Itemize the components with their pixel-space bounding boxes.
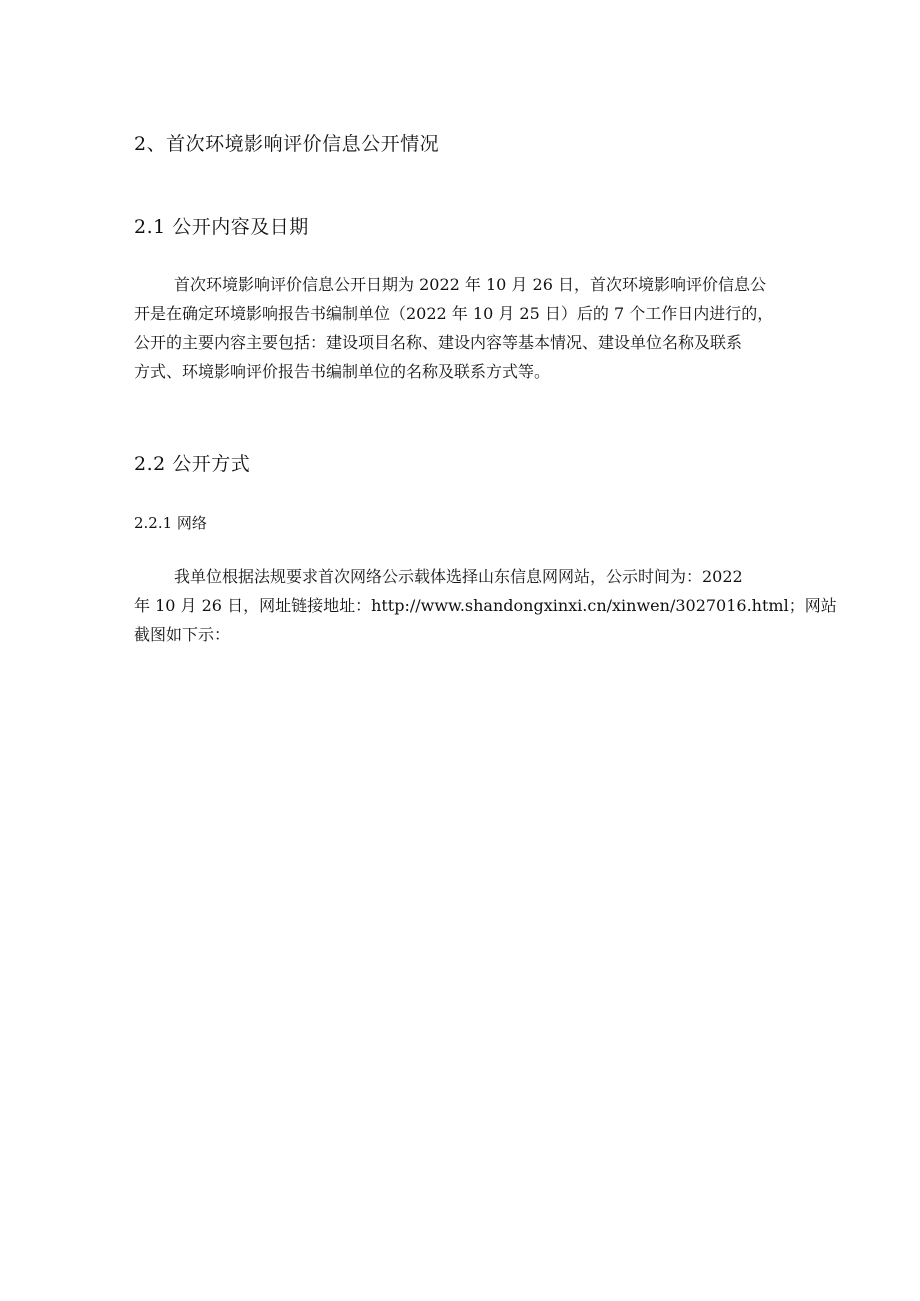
paragraph-line: 我单位根据法规要求首次网络公示载体选择山东信息网网站，公示时间为：2022 <box>174 567 743 586</box>
heading-public-disclosure: 2、首次环境影响评价信息公开情况 <box>134 133 440 155</box>
paragraph-line: 截图如下示： <box>134 625 231 644</box>
heading-disclosure-method: 2.2 公开方式 <box>134 453 251 475</box>
paragraph-line: 公开的主要内容主要包括：建设项目名称、建设内容等基本情况、建设单位名称及联系 <box>134 333 743 352</box>
paragraph-network <box>134 562 837 649</box>
paragraph-content-and-date <box>134 270 786 386</box>
subheading-network: 2.2.1 网络 <box>134 514 207 532</box>
paragraph-line: 年 10 月 26 日，网址链接地址：http://www.shandongxinxi.cn/xinwen/3027016.html；网站 <box>134 596 837 615</box>
paragraph-line: 方式、环境影响评价报告书编制单位的名称及联系方式等。 <box>134 362 551 381</box>
paragraph-line: 首次环境影响评价信息公开日期为 2022 年 10 月 26 日，首次环境影响评价信息公 <box>174 275 766 294</box>
paragraph-line: 开是在确定环境影响报告书编制单位（2022 年 10 月 25 日）后的 7 个工作日内进行的， <box>134 304 774 323</box>
heading-content-and-date: 2.1 公开内容及日期 <box>134 216 309 238</box>
